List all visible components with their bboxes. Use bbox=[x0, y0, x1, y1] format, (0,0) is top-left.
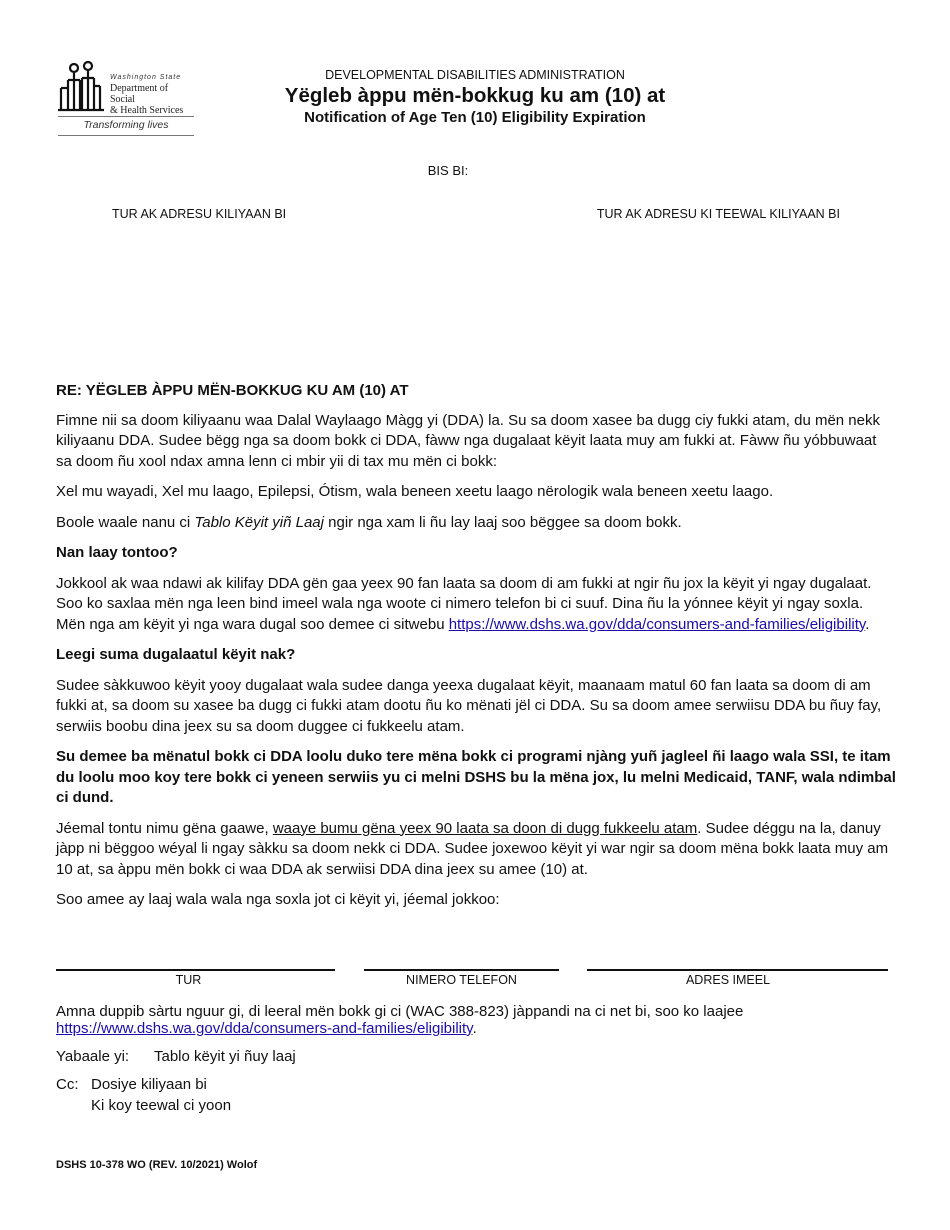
name-line bbox=[56, 969, 335, 971]
deadline-text: waaye bumu gëna yeex 90 laata sa doon di dugg fukkeelu atam bbox=[272, 819, 698, 837]
subject-line: RE: YËGLEB ÀPPU MËN-BOKKUG KU AM (10) AT bbox=[56, 382, 409, 399]
logo-rule-bottom bbox=[58, 135, 194, 136]
page-subtitle: Notification of Age Ten (10) Eligibility Expiration bbox=[304, 109, 646, 126]
phone-label: NIMERO TELEFON bbox=[406, 973, 517, 987]
cc-label: Cc: bbox=[56, 1076, 79, 1093]
letter-body bbox=[56, 381, 896, 921]
enclosures bbox=[56, 1048, 896, 1065]
client-address-label: TUR AK ADRESU KILIYAAN BI bbox=[112, 207, 287, 221]
page-title: Yëgleb àppu mën-bokkug ku am (10) at bbox=[284, 84, 666, 107]
paragraph-other-services: Su demee ba mënatul bokk ci DDA loolu duko tere mëna bokk ci programi njàng yuñ jagleel ñi laago wala SSI, te itam du loolu moo koy tere bokk ci yeneen serwiis yu ci melni DSHS bu la mëna jox, lu melni Medicaid, TANF, wala ndimbal ci dund. bbox=[56, 748, 896, 806]
logo-state: Washington State bbox=[110, 74, 182, 81]
heading-no-response: Leegi suma dugalaatul këyit nak? bbox=[56, 646, 296, 663]
wac-eligibility-link[interactable]: https://www.dshs.wa.gov/dda/consumers-and-families/eligibility bbox=[56, 1020, 473, 1037]
date-label: BIS BI: bbox=[427, 163, 469, 178]
guardian-address-label: TUR AK ADRESU KI TEEWAL KILIYAAN BI bbox=[596, 207, 840, 221]
paragraph-wac: Amna duppib sàrtu nguur gi, di leeral mën bokk gi ci (WAC 388-823) jàppandi na ci net bi, soo ko laajee https://www.dshs.wa.gov/dda/consumers-and-families/eligibility. bbox=[56, 1003, 744, 1037]
enclosure-title: Tablo Këyit yiñ Laaj bbox=[194, 513, 324, 531]
paragraph-consequences: Sudee sàkkuwoo këyit yooy dugalaat wala sudee danga yeexa dugalaat këyit, maanaam matul 60 fan laata sa doom di am fukki at, sa doom su xasee ba dugg ci fukki atam dootu ñu ko mënati jël ci DDA. Su sa doom amee serwiisu DDA bu ñuy fay, serwiis boobu dina jeex su sa doom duggee ci fukkeelu atam. bbox=[56, 676, 882, 735]
enclosure-item: Tablo këyit yi ñuy laaj bbox=[154, 1048, 296, 1065]
paragraph-intro: Fimne nii sa doom kiliyaanu waa Dalal Waylaago Màgg yi (DDA) la. Su sa doom xasee ba dugg ciy fukki atam, du mën nekk kiliyaanu DDA. Sudee bëgg nga sa doom bokk ci DDA, fàww nga dugalaat këyit laata muy am fukki at. Fàww ñu yóbbuwaat sa doom ñu xool ndax amna lenn ci mbir yii di tax mu mën ci bokk: bbox=[56, 411, 880, 470]
logo-tagline: Transforming lives bbox=[83, 119, 169, 131]
cc-item: Dosiye kiliyaan bi bbox=[91, 1076, 207, 1093]
eligibility-link[interactable]: https://www.dshs.wa.gov/dda/consumers-and-families/eligibility bbox=[448, 615, 866, 633]
cc-list bbox=[91, 1076, 231, 1114]
form-number: DSHS 10-378 WO (REV. 10/2021) Wolof bbox=[56, 1159, 258, 1171]
cc-block bbox=[56, 1076, 896, 1114]
paragraph-deadline: Jéemal tontu nimu gëna gaawe, waaye bumu gëna yeex 90 laata sa doon di dugg fukkeelu atam. Sudee déggu na la, danuy jàpp ni bëggoo wéyal li ngay sàkku sa doom nekk ci DDA. Sudee joxewoo këyit yi war ngir sa doom mëna bokk laata muy am 10 at, sa àppu mën bokk ci waa DDA ak serwiisi DDA dina jeex su amee (10) at. bbox=[56, 819, 889, 878]
phone-line bbox=[364, 969, 559, 971]
paragraph-contact: Jokkool ak waa ndawi ak kilifay DDA gën gaa yeex 90 fan laata sa doom di am fukki at ngir ñu jox la këyit yi ngay dugalaat. Soo ko saxlaa mën nga leen bind imeel wala nga woote ci nimero telefon bi ci suuf. Dina ñu la yónnee këyit yi ngay soxla. Mën nga am këyit yi nga wara dugal soo demee ci sitwebu https://www.dshs.wa.gov/dda/consumers-and-families/eligibility. bbox=[56, 574, 872, 633]
email-label: ADRES IMEEL bbox=[685, 973, 771, 987]
paragraph-conditions: Xel mu wayadi, Xel mu laago, Epilepsi, Ótism, wala beneen xeetu laago nërologik wala beneen xeetu laago. bbox=[56, 483, 774, 500]
enclosures-label: Yabaale yi: bbox=[56, 1048, 130, 1065]
paragraph-enclosure: Boole waale nanu ci Tablo Këyit yiñ Laaj ngir nga xam li ñu lay laaj soo bëggee sa doom bokk. bbox=[56, 513, 682, 531]
cc-item: Ki koy teewal ci yoon bbox=[91, 1097, 232, 1114]
logo-department: Department of Social & Health Services bbox=[110, 83, 184, 116]
letter-closing bbox=[56, 1003, 896, 1114]
paragraph-questions: Soo amee ay laaj wala wala nga soxla jot ci këyit yi, jéemal jokkoo: bbox=[56, 891, 500, 908]
agency-name: DEVELOPMENTAL DISABILITIES ADMINISTRATION bbox=[325, 68, 625, 82]
name-label: TUR bbox=[175, 973, 202, 987]
heading-how-respond: Nan laay tontoo? bbox=[56, 544, 178, 561]
email-line bbox=[587, 969, 888, 971]
